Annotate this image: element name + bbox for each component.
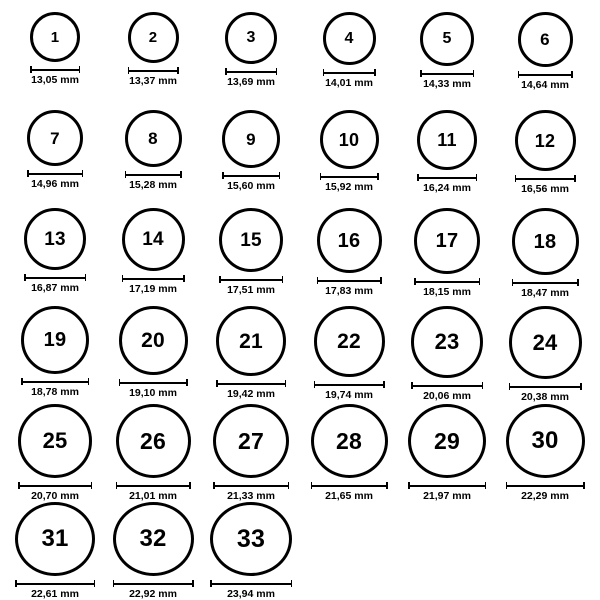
dimension-bar-icon <box>320 173 379 180</box>
diameter-text: 14,01 mm <box>325 77 373 89</box>
dimension-line <box>18 485 92 487</box>
dimension-bar-icon <box>222 172 280 179</box>
ring-circle <box>411 306 483 378</box>
ring-circle <box>119 306 188 375</box>
ring-size-cell[interactable] <box>104 110 202 208</box>
dimension-line <box>119 382 188 384</box>
dimension-bar-icon <box>213 482 289 489</box>
dimension-line <box>116 485 191 487</box>
dimension-line <box>225 71 277 73</box>
diameter-text: 23,94 mm <box>227 588 275 600</box>
ring-size-label: 7 <box>50 128 60 148</box>
dimension-line <box>323 72 376 74</box>
dimension-bar-icon <box>323 69 376 76</box>
dimension-bar-icon <box>24 274 86 281</box>
diameter-text: 21,97 mm <box>423 490 471 502</box>
dimension-line <box>27 173 83 175</box>
dimension-line <box>222 175 280 177</box>
dimension-annotation <box>222 172 280 192</box>
ring-size-cell[interactable] <box>300 208 398 306</box>
ring-size-label: 18 <box>533 230 557 253</box>
ring-size-label: 14 <box>142 229 164 250</box>
ring-size-cell[interactable] <box>202 306 300 404</box>
dimension-bar-icon <box>15 580 95 587</box>
diameter-text: 15,28 mm <box>129 179 177 191</box>
dimension-line <box>320 176 379 178</box>
ring-circle <box>506 404 585 478</box>
ring-circle <box>27 110 83 166</box>
ring-size-label: 21 <box>239 329 263 353</box>
diameter-text: 20,06 mm <box>423 390 471 402</box>
diameter-text: 19,74 mm <box>325 389 373 401</box>
dimension-line <box>122 278 185 280</box>
diameter-text: 17,51 mm <box>227 284 275 296</box>
ring-size-label: 30 <box>531 427 559 454</box>
dimension-bar-icon <box>225 68 277 75</box>
dimension-bar-icon <box>417 174 477 181</box>
diameter-text: 18,15 mm <box>423 286 471 298</box>
dimension-bar-icon <box>420 70 474 77</box>
ring-size-cell[interactable] <box>6 208 104 306</box>
dimension-annotation <box>18 482 92 502</box>
dimension-annotation <box>30 66 80 86</box>
diameter-text: 14,33 mm <box>423 78 471 90</box>
ring-circle <box>216 306 286 376</box>
diameter-text: 14,96 mm <box>31 178 79 190</box>
ring-size-cell[interactable] <box>104 502 202 600</box>
ring-size-cell[interactable] <box>398 12 496 110</box>
dimension-annotation <box>420 70 474 90</box>
dimension-line <box>128 70 179 72</box>
ring-size-label: 20 <box>141 329 165 352</box>
ring-circle <box>30 12 80 62</box>
ring-size-cell[interactable] <box>202 12 300 110</box>
ring-circle <box>219 208 283 272</box>
dimension-line <box>216 383 286 385</box>
dimension-annotation <box>417 174 477 194</box>
ring-circle <box>509 306 582 379</box>
ring-size-label: 24 <box>532 329 558 355</box>
dimension-annotation <box>216 380 286 400</box>
ring-circle <box>314 306 385 377</box>
ring-size-cell[interactable] <box>202 404 300 502</box>
ring-size-cell[interactable] <box>398 306 496 404</box>
ring-circle <box>518 12 573 67</box>
ring-size-cell[interactable] <box>300 306 398 404</box>
ring-size-label: 22 <box>337 330 361 353</box>
ring-circle <box>116 404 191 478</box>
ring-size-cell[interactable] <box>6 502 104 600</box>
dimension-line <box>213 485 289 487</box>
dimension-line <box>21 381 89 383</box>
dimension-bar-icon <box>515 175 576 182</box>
dimension-line <box>30 69 80 71</box>
ring-circle <box>408 404 486 478</box>
ring-size-cell[interactable] <box>202 110 300 208</box>
dimension-bar-icon <box>314 381 385 388</box>
dimension-line <box>518 74 573 76</box>
dimension-line <box>512 282 579 284</box>
dimension-bar-icon <box>219 276 283 283</box>
ring-size-cell[interactable] <box>300 12 398 110</box>
diameter-text: 15,92 mm <box>325 181 373 193</box>
ring-size-cell[interactable] <box>6 12 104 110</box>
dimension-line <box>219 279 283 281</box>
ring-size-label: 2 <box>148 29 158 46</box>
dimension-annotation <box>219 276 283 296</box>
ring-size-label: 15 <box>240 229 262 251</box>
ring-size-cell[interactable] <box>496 306 594 404</box>
dimension-annotation <box>15 580 95 600</box>
dimension-bar-icon <box>125 171 182 178</box>
dimension-bar-icon <box>210 580 292 587</box>
ring-size-cell[interactable] <box>6 404 104 502</box>
ring-circle <box>414 208 480 274</box>
ring-size-label: 29 <box>434 427 460 454</box>
ring-circle <box>515 110 576 171</box>
ring-size-label: 5 <box>442 30 452 47</box>
ring-size-cell[interactable] <box>496 208 594 306</box>
dimension-annotation <box>116 482 191 502</box>
ring-size-label: 6 <box>540 30 550 49</box>
dimension-annotation <box>125 171 182 191</box>
ring-size-label: 11 <box>437 130 457 150</box>
ring-size-label: 9 <box>246 129 256 149</box>
dimension-bar-icon <box>518 71 573 78</box>
dimension-line <box>515 178 576 180</box>
dimension-annotation <box>323 69 376 89</box>
dimension-line <box>113 583 194 585</box>
ring-circle <box>317 208 382 273</box>
diameter-text: 20,38 mm <box>521 391 569 403</box>
ring-circle <box>122 208 185 271</box>
dimension-bar-icon <box>216 380 286 387</box>
dimension-annotation <box>24 274 86 294</box>
ring-size-label: 8 <box>148 129 158 148</box>
dimension-bar-icon <box>128 67 179 74</box>
ring-circle <box>210 502 292 576</box>
dimension-line <box>417 177 477 179</box>
ring-circle <box>24 208 86 270</box>
diameter-text: 16,24 mm <box>423 182 471 194</box>
dimension-bar-icon <box>30 66 80 73</box>
dimension-annotation <box>506 482 585 502</box>
ring-circle <box>18 404 92 478</box>
dimension-line <box>125 174 182 176</box>
ring-size-label: 31 <box>41 525 69 552</box>
ring-size-cell[interactable] <box>398 404 496 502</box>
dimension-annotation <box>320 173 379 193</box>
ring-size-cell[interactable] <box>202 502 300 600</box>
dimension-annotation <box>317 277 382 297</box>
dimension-bar-icon <box>317 277 382 284</box>
ring-size-cell[interactable] <box>6 306 104 404</box>
ring-size-cell[interactable] <box>496 12 594 110</box>
dimension-line <box>506 485 585 487</box>
dimension-bar-icon <box>113 580 194 587</box>
ring-circle <box>512 208 579 275</box>
ring-size-cell[interactable] <box>496 110 594 208</box>
dimension-annotation <box>518 71 573 91</box>
diameter-text: 13,05 mm <box>31 74 79 86</box>
dimension-annotation <box>27 170 83 190</box>
ring-size-cell[interactable] <box>300 110 398 208</box>
dimension-bar-icon <box>21 378 89 385</box>
diameter-text: 18,78 mm <box>31 386 79 398</box>
diameter-text: 17,19 mm <box>129 283 177 295</box>
ring-size-cell[interactable] <box>6 110 104 208</box>
dimension-annotation <box>119 379 188 399</box>
diameter-text: 16,56 mm <box>521 183 569 195</box>
dimension-annotation <box>128 67 179 87</box>
diameter-text: 16,87 mm <box>31 282 79 294</box>
dimension-line <box>15 583 95 585</box>
diameter-text: 21,01 mm <box>129 490 177 502</box>
diameter-text: 15,60 mm <box>227 180 275 192</box>
dimension-annotation <box>512 279 579 299</box>
diameter-text: 13,37 mm <box>129 75 177 87</box>
ring-circle <box>417 110 477 170</box>
ring-size-label: 12 <box>534 130 556 151</box>
ring-circle <box>128 12 179 63</box>
ring-circle <box>125 110 182 167</box>
ring-size-cell[interactable] <box>202 208 300 306</box>
ring-circle <box>420 12 474 66</box>
dimension-annotation <box>210 580 292 600</box>
ring-circle <box>15 502 95 576</box>
dimension-bar-icon <box>506 482 585 489</box>
ring-size-label: 10 <box>338 129 360 150</box>
diameter-text: 21,65 mm <box>325 490 373 502</box>
ring-size-label: 16 <box>337 229 361 252</box>
dimension-bar-icon <box>512 279 579 286</box>
ring-size-label: 33 <box>236 524 266 553</box>
dimension-bar-icon <box>311 482 388 489</box>
ring-size-label: 4 <box>344 29 354 47</box>
dimension-bar-icon <box>18 482 92 489</box>
ring-circle <box>222 110 280 168</box>
ring-circle <box>311 404 388 478</box>
ring-size-label: 27 <box>238 427 264 454</box>
dimension-line <box>414 281 480 283</box>
dimension-bar-icon <box>116 482 191 489</box>
ring-size-cell[interactable] <box>104 306 202 404</box>
ring-circle <box>320 110 379 169</box>
diameter-text: 21,33 mm <box>227 490 275 502</box>
dimension-annotation <box>414 278 480 298</box>
ring-size-cell[interactable] <box>104 208 202 306</box>
diameter-text: 22,92 mm <box>129 588 177 600</box>
dimension-line <box>24 277 86 279</box>
diameter-text: 17,83 mm <box>325 285 373 297</box>
ring-size-cell[interactable] <box>496 404 594 502</box>
ring-size-label: 19 <box>43 329 67 351</box>
dimension-line <box>411 385 483 387</box>
dimension-line <box>408 485 486 487</box>
ring-size-label: 17 <box>435 230 459 252</box>
dimension-annotation <box>225 68 277 88</box>
diameter-text: 22,61 mm <box>31 588 79 600</box>
diameter-text: 18,47 mm <box>521 287 569 299</box>
dimension-annotation <box>411 382 483 402</box>
ring-size-label: 3 <box>246 29 256 46</box>
dimension-bar-icon <box>414 278 480 285</box>
ring-size-label: 26 <box>140 427 166 454</box>
dimension-annotation <box>408 482 486 502</box>
ring-size-cell[interactable] <box>300 404 398 502</box>
dimension-line <box>210 583 292 585</box>
ring-size-label: 25 <box>42 428 68 453</box>
dimension-line <box>311 485 388 487</box>
ring-size-cell[interactable] <box>104 12 202 110</box>
dimension-annotation <box>311 482 388 502</box>
ring-circle <box>21 306 89 374</box>
ring-size-grid <box>0 8 600 600</box>
ring-size-cell[interactable] <box>104 404 202 502</box>
dimension-bar-icon <box>411 382 483 389</box>
ring-size-label: 32 <box>139 525 167 552</box>
dimension-line <box>420 73 474 75</box>
ring-size-cell[interactable] <box>398 208 496 306</box>
ring-size-label: 1 <box>50 28 60 46</box>
dimension-annotation <box>314 381 385 401</box>
ring-circle <box>113 502 194 576</box>
ring-circle <box>213 404 289 478</box>
dimension-bar-icon <box>119 379 188 386</box>
ring-size-label: 23 <box>434 329 460 354</box>
diameter-text: 19,10 mm <box>129 387 177 399</box>
dimension-annotation <box>122 275 185 295</box>
dimension-annotation <box>21 378 89 398</box>
ring-circle <box>225 12 277 64</box>
ring-size-label: 13 <box>44 228 66 250</box>
diameter-text: 20,70 mm <box>31 490 79 502</box>
dimension-bar-icon <box>122 275 185 282</box>
diameter-text: 14,64 mm <box>521 79 569 91</box>
ring-size-label: 28 <box>336 427 362 454</box>
diameter-text: 19,42 mm <box>227 388 275 400</box>
dimension-annotation <box>509 383 582 403</box>
dimension-line <box>509 386 582 388</box>
dimension-annotation <box>515 175 576 195</box>
dimension-line <box>314 384 385 386</box>
ring-circle <box>323 12 376 65</box>
dimension-bar-icon <box>509 383 582 390</box>
dimension-bar-icon <box>27 170 83 177</box>
dimension-annotation <box>113 580 194 600</box>
dimension-bar-icon <box>408 482 486 489</box>
ring-size-cell[interactable] <box>398 110 496 208</box>
diameter-text: 13,69 mm <box>227 76 275 88</box>
dimension-line <box>317 280 382 282</box>
diameter-text: 22,29 mm <box>521 490 569 502</box>
dimension-annotation <box>213 482 289 502</box>
